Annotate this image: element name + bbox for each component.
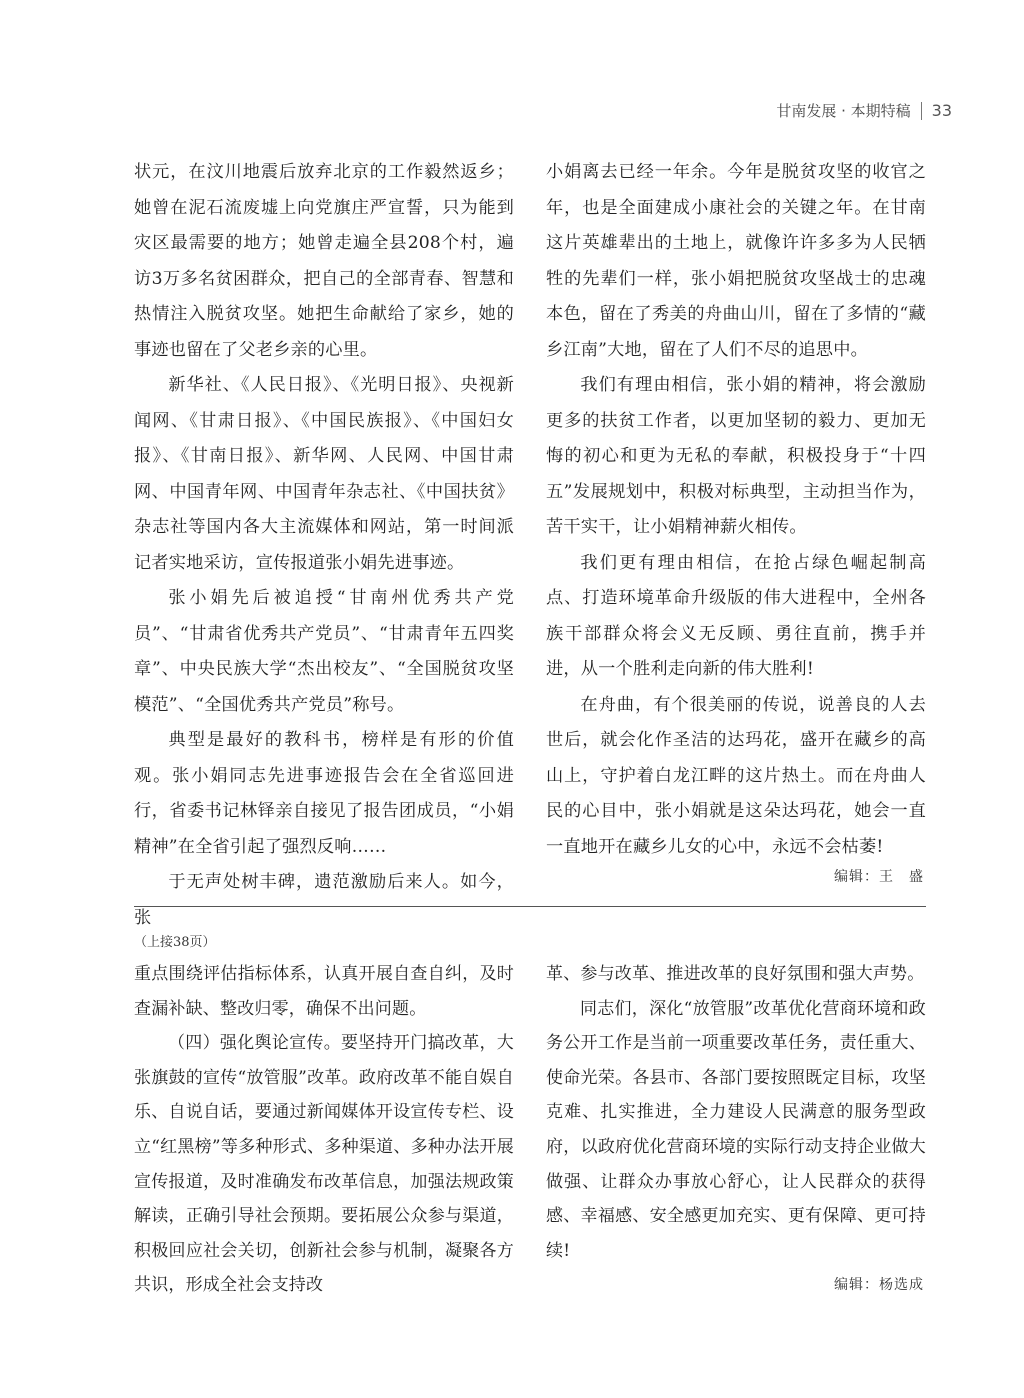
- paragraph: 状元，在汶川地震后放弃北京的工作毅然返乡；她曾在泥石流废墟上向党旗庄严宣誓，只为能到灾区最需要的地方；她曾走遍全县208个村，遍访3万多名贫困群众，把自己的全部青春、智慧和热情注入脱贫攻坚。她把生命献给了家乡，她的事迹也留在了父老乡亲的心里。: [134, 162, 514, 360]
- paragraph: 典型是最好的教科书，榜样是有形的价值观。张小娟同志先进事迹报告会在全省巡回进行，省委书记林铎亲自接见了报告团成员，“小娟精神”在全省引起了强烈反响……: [134, 730, 514, 857]
- paragraph: 小娟离去已经一年余。今年是脱贫攻坚的收官之年，也是全面建成小康社会的关键之年。在甘南这片英雄辈出的土地上，就像许许多多为人民牺牲的先辈们一样，张小娟把脱贫攻坚战士的忠魂本色，留在了秀美的舟曲山川，留在了多情的“藏乡江南”大地，留在了人们不尽的追思中。: [546, 162, 926, 360]
- paragraph: 在舟曲，有个很美丽的传说，说善良的人去世后，就会化作圣洁的达玛花，盛开在藏乡的高山上，守护着白龙江畔的这片热土。而在舟曲人民的心目中，张小娟就是这朵达玛花，她会一直一直地开在藏乡儿女的心中，永远不会枯萎!: [546, 694, 926, 857]
- paragraph: （四）强化舆论宣传。要坚持开门搞改革，大张旗鼓的宣传“放管服”改革。政府改革不能自娱自乐、自说自话，要通过新闻媒体开设宣传专栏、设立“红黑榜”等多种形式、多种渠道、多种办法开展宣传报道，及时准确发布改革信息，加强法规政策解读，正确引导社会预期。要拓展公众参与渠道，积极回应社会关切，创新社会参与机制，凝聚各方共识，形成全社会支持改: [134, 1033, 514, 1296]
- section-divider: [134, 906, 926, 907]
- paragraph: 张小娟先后被追授“甘南州优秀共产党员”、“甘肃省优秀共产党员”、“甘肃青年五四奖章”、中央民族大学“杰出校友”、“全国脱贫攻坚模范”、“全国优秀共产党员”称号。: [134, 588, 514, 715]
- continued-note: （上接38页）: [134, 935, 216, 950]
- running-header: [776, 100, 952, 121]
- top-right-column: [546, 155, 926, 865]
- header-separator: [921, 102, 922, 120]
- paragraph: 同志们，深化“放管服”改革优化营商环境和政务公开工作是当前一项重要改革任务，责任重大、使命光荣。各县市、各部门要按照既定目标，攻坚克难、扎实推进，全力建设人民满意的服务型政府，以政府优化营商环境的实际行动支持企业做大做强、让群众办事放心舒心，让人民群众的获得感、幸福感、安全感更加充实、更有保障、更可持续!: [546, 998, 926, 1261]
- paragraph: 于无声处树丰碑，遗范激励后来人。如今，张: [134, 872, 514, 928]
- section-title: 甘南发展 · 本期特稿: [776, 102, 911, 120]
- bottom-right-column: [546, 957, 926, 1268]
- editor-credit: 编辑：杨选成: [834, 1277, 924, 1293]
- bottom-left-column: [134, 957, 514, 1303]
- editor-credit: 编辑：王 盛: [834, 869, 924, 885]
- paragraph: 新华社、《人民日报》、《光明日报》、央视新闻网、《甘肃日报》、《中国民族报》、《中国妇女报》、《甘南日报》、新华网、人民网、中国甘肃网、中国青年网、中国青年杂志社、《中国扶贫》杂志社等国内各大主流媒体和网站，第一时间派记者实地采访，宣传报道张小娟先进事迹。: [134, 375, 514, 573]
- paragraph: 我们有理由相信，张小娟的精神，将会激励更多的扶贫工作者，以更加坚韧的毅力、更加无悔的初心和更为无私的奉献，积极投身于“十四五”发展规划中，积极对标典型，主动担当作为，苦干实干，让小娟精神薪火相传。: [546, 375, 926, 537]
- page-number: 33: [931, 101, 952, 120]
- top-left-column: [134, 155, 514, 936]
- paragraph: 重点围绕评估指标体系，认真开展自查自纠，及时查漏补缺、整改归零，确保不出问题。: [134, 964, 514, 1019]
- paragraph: 革、参与改革、推进改革的良好氛围和强大声势。: [546, 964, 925, 984]
- paragraph: 我们更有理由相信，在抢占绿色崛起制高点、打造环境革命升级版的伟大进程中，全州各族干部群众将会义无反顾、勇往直前，携手并进，从一个胜利走向新的伟大胜利!: [546, 552, 926, 679]
